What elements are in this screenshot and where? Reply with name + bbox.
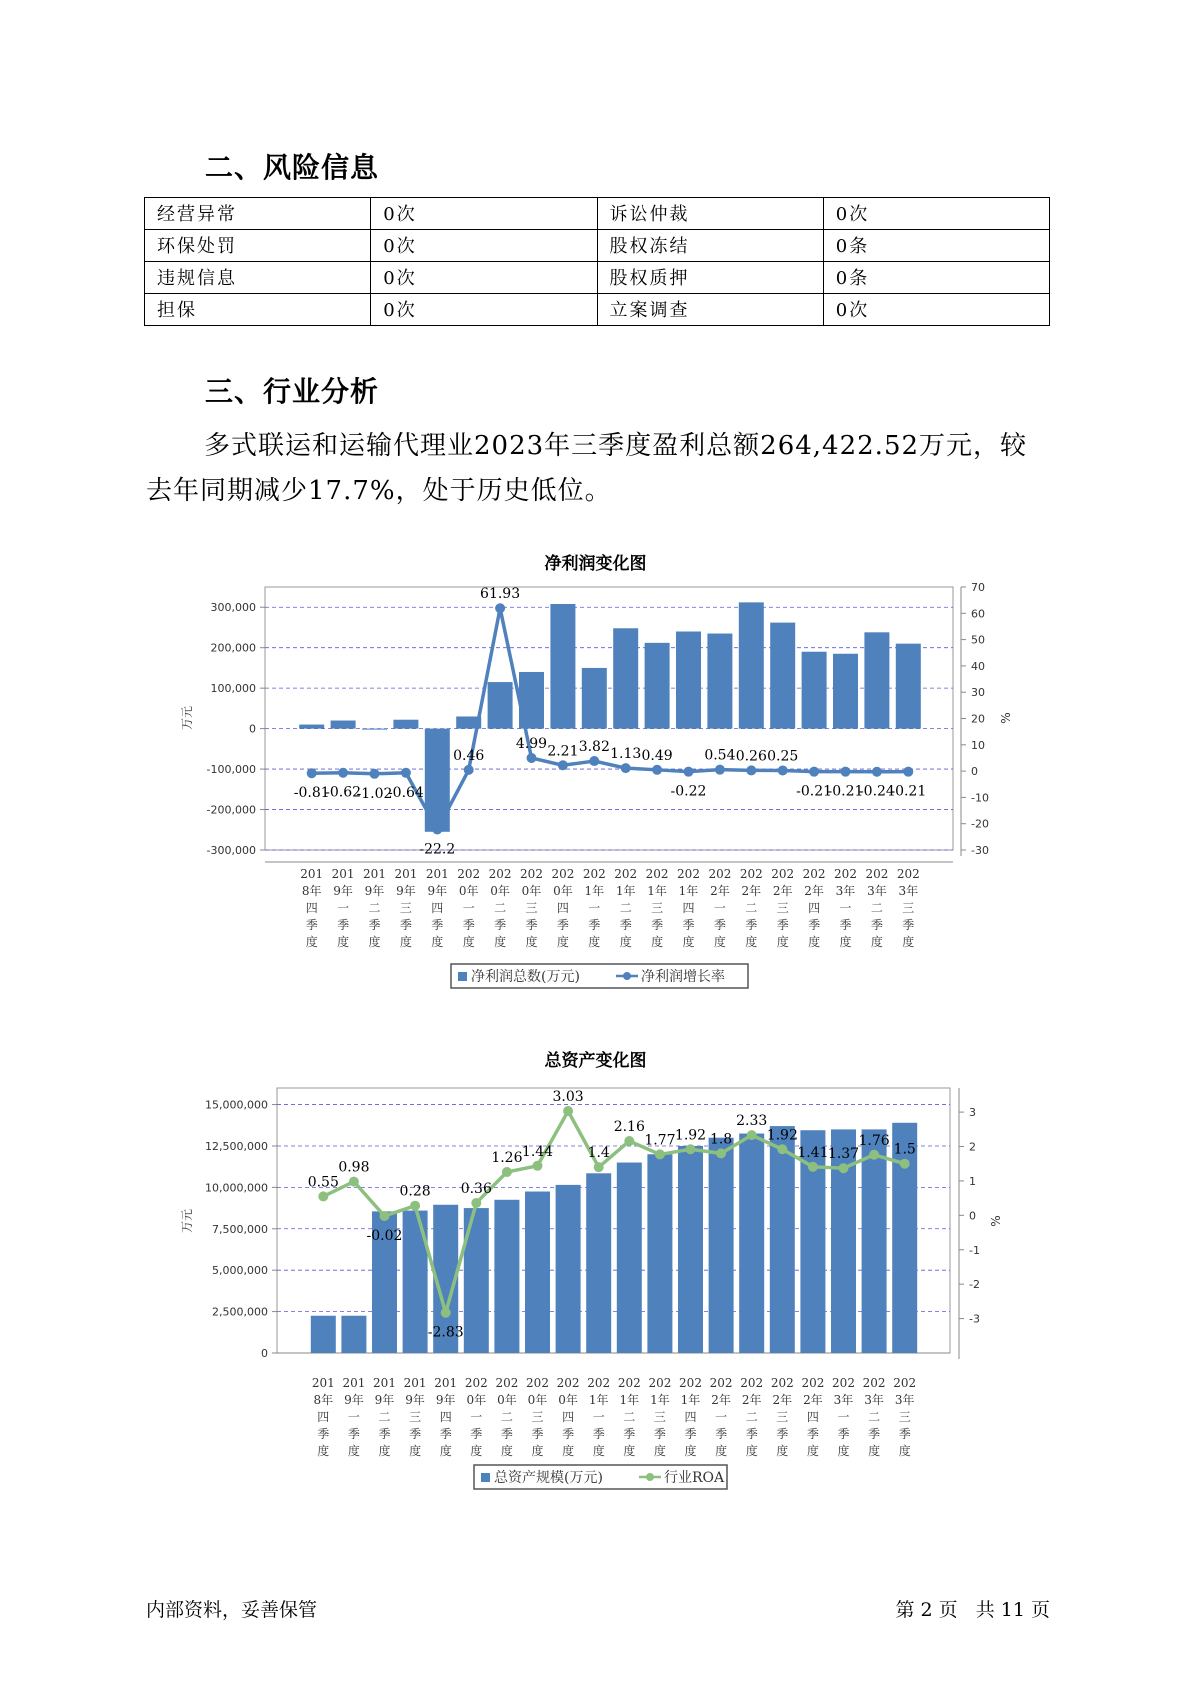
line-point (563, 1106, 573, 1116)
line-point (495, 603, 505, 613)
x-axis-tick-label: 202 1年一季度 (582, 867, 606, 949)
y2-axis-tick-label: -3 (969, 1312, 980, 1326)
x-axis-tick-label: 201 9年三季度 (394, 867, 418, 949)
y2-axis-tick-label: -30 (971, 844, 989, 857)
footer-page-number: 第 2 页 共 11 页 (895, 1599, 1050, 1621)
line-point (318, 1191, 328, 1201)
line-point (652, 765, 662, 775)
y2-axis-tick-label: 70 (971, 581, 985, 594)
y-axis-tick-label: 12,500,000 (205, 1139, 268, 1153)
y2-axis-tick-label: 50 (971, 633, 985, 647)
line-point (808, 1162, 818, 1172)
y2-axis-tick-label: 20 (971, 712, 985, 726)
bar (739, 1134, 764, 1353)
risk-item-label: 诉讼仲裁 (597, 198, 823, 230)
y-axis-title: 万元 (180, 1208, 194, 1234)
x-axis-tick-label: 201 8年四季度 (300, 867, 324, 949)
bar (525, 1192, 550, 1353)
x-axis-tick-label: 202 3年二季度 (862, 1376, 886, 1458)
legend-bar-swatch (458, 972, 467, 981)
line-point (594, 1162, 604, 1172)
legend-line-marker (646, 1473, 654, 1481)
data-label: -0.22 (670, 783, 707, 800)
y2-axis-tick-label: 10 (971, 738, 985, 752)
bar (586, 1173, 611, 1353)
data-label: 0.98 (338, 1159, 370, 1176)
data-label: -1.02 (356, 785, 393, 802)
data-label: -0.62 (325, 784, 362, 801)
y-axis-title: 万元 (180, 705, 194, 731)
line-point (410, 1201, 420, 1211)
risk-item-value: 0次 (371, 230, 597, 262)
bar (770, 623, 795, 729)
y2-axis-tick-label: 30 (971, 686, 985, 700)
y2-axis-tick-label: 60 (971, 607, 985, 621)
x-axis-tick-label: 202 1年一季度 (587, 1376, 611, 1458)
data-label: 0.54 (704, 747, 736, 764)
x-axis-tick-label: 201 9年四季度 (425, 867, 449, 949)
bar (739, 602, 764, 728)
data-label: 0.36 (460, 1180, 492, 1197)
bar (709, 1138, 734, 1353)
data-label: 61.93 (480, 586, 521, 603)
bar (311, 1316, 336, 1353)
bar (864, 632, 889, 728)
risk-table-row (145, 294, 1050, 326)
data-label: 2.16 (613, 1119, 645, 1135)
bar (362, 729, 387, 730)
risk-item-label: 担保 (145, 294, 371, 326)
bar (617, 1163, 642, 1353)
line-point (809, 767, 819, 777)
line-point (716, 1148, 726, 1158)
bar (613, 628, 638, 728)
y-axis-tick-label: 200,000 (210, 641, 256, 655)
x-axis-tick-label: 202 1年三季度 (648, 1376, 672, 1458)
data-label: 1.92 (674, 1127, 707, 1144)
line-point (527, 753, 537, 763)
bar (896, 644, 921, 729)
line-point (869, 1150, 879, 1160)
x-axis-tick-label: 202 2年二季度 (740, 1376, 764, 1458)
line-point (777, 1144, 787, 1154)
bar (802, 652, 827, 729)
data-label: 1.41 (797, 1144, 829, 1161)
x-axis-tick-label: 201 9年三季度 (403, 1376, 427, 1458)
line-point (464, 765, 474, 775)
y2-axis-tick-label: -1 (969, 1243, 980, 1257)
x-axis-tick-label: 201 8年四季度 (311, 1376, 335, 1458)
x-axis-tick-label: 202 0年二季度 (488, 867, 512, 949)
legend-label: 净利润总数(万元) (471, 969, 580, 985)
line-point (441, 1308, 451, 1318)
bar (647, 1154, 672, 1353)
data-label: 1.26 (491, 1149, 523, 1166)
line-point (471, 1198, 481, 1208)
y-axis-tick-label: 300,000 (210, 601, 256, 615)
x-axis-tick-label: 202 0年四季度 (556, 1376, 580, 1458)
line-point (900, 1159, 910, 1169)
y-axis-tick-label: 100,000 (210, 682, 256, 696)
data-label: 0.26 (735, 748, 767, 765)
risk-info-table (144, 197, 1050, 326)
data-label: 0.25 (767, 748, 799, 765)
legend-label: 行业ROA (664, 1470, 725, 1486)
x-axis-tick-label: 201 9年二季度 (373, 1376, 396, 1458)
data-label: 1.5 (893, 1141, 916, 1158)
data-label: -0.64 (387, 784, 424, 801)
risk-item-value: 0次 (823, 294, 1049, 326)
line-point (558, 760, 568, 770)
x-axis-tick-label: 202 2年三季度 (770, 1376, 794, 1458)
y-axis-tick-label: 2,500,000 (212, 1305, 268, 1319)
chart-title-net-profit: 净利润变化图 (544, 554, 647, 574)
risk-item-label: 股权冻结 (597, 230, 823, 262)
x-axis-tick-label: 201 9年二季度 (363, 867, 386, 949)
data-label: -0.02 (366, 1228, 403, 1245)
bar (550, 604, 575, 729)
net-profit-chart (0, 570, 1191, 990)
bar (676, 632, 701, 729)
y-axis-tick-label: 0 (249, 722, 256, 736)
data-label: -0.21 (890, 783, 927, 800)
line-point (715, 765, 725, 775)
data-label: 1.8 (709, 1131, 733, 1148)
y2-axis-tick-label: 1 (969, 1174, 976, 1188)
y-axis-tick-label: -100,000 (206, 763, 256, 777)
x-axis-tick-label: 202 1年二季度 (614, 867, 638, 949)
y-axis-tick-label: 5,000,000 (212, 1264, 268, 1278)
x-axis-tick-label: 202 3年三季度 (893, 1376, 917, 1458)
risk-table-row (145, 230, 1050, 262)
y2-axis-tick-label: 40 (971, 659, 985, 673)
bar (494, 1200, 519, 1353)
y2-axis-title: % (999, 712, 1013, 724)
x-axis-tick-label: 202 0年二季度 (495, 1376, 519, 1458)
y-axis-tick-label: 7,500,000 (212, 1222, 268, 1236)
line-point (684, 767, 694, 777)
risk-item-value: 0次 (823, 198, 1049, 230)
risk-item-value: 0条 (823, 230, 1049, 262)
y2-axis-tick-label: -2 (969, 1278, 980, 1292)
line-point (686, 1144, 696, 1154)
bar (488, 682, 513, 729)
line-point (589, 756, 599, 766)
section-title-risk: 二、风险信息 (205, 151, 380, 184)
line-point (655, 1149, 665, 1159)
x-axis-tick-label: 202 3年三季度 (896, 867, 920, 949)
line-point (841, 767, 851, 777)
x-axis-tick-label: 202 2年四季度 (802, 867, 826, 949)
y2-axis-tick-label: -20 (971, 817, 989, 831)
y-axis-tick-label: 0 (261, 1347, 268, 1360)
x-axis-tick-label: 202 0年一季度 (457, 867, 481, 949)
data-label: 0.28 (399, 1183, 431, 1200)
bar (582, 668, 607, 729)
line-point (307, 768, 317, 778)
section-title-industry: 三、行业分析 (205, 375, 380, 408)
data-label: -0.24 (858, 783, 895, 800)
line-point (380, 1211, 390, 1221)
total-assets-chart (0, 1068, 1191, 1488)
data-label: 2.33 (736, 1113, 768, 1130)
y2-axis-tick-label: 2 (969, 1140, 976, 1154)
x-axis-tick-label: 202 3年二季度 (865, 867, 889, 949)
x-axis-tick-label: 201 9年一季度 (342, 1376, 366, 1458)
bar (862, 1129, 887, 1353)
legend-bar-swatch (481, 1473, 490, 1482)
line-point (778, 765, 788, 775)
data-label: -0.21 (796, 783, 833, 800)
y2-axis-tick-label: 0 (969, 1209, 976, 1223)
data-label: 4.99 (515, 735, 548, 752)
y-axis-tick-label: 10,000,000 (205, 1181, 268, 1195)
y2-axis-title: % (989, 1215, 1003, 1227)
risk-table-row (145, 198, 1050, 230)
x-axis-tick-label: 202 0年三季度 (526, 1376, 549, 1458)
x-axis-tick-label: 202 1年二季度 (617, 1376, 641, 1458)
data-label: 3.03 (552, 1089, 584, 1106)
data-label: 0.49 (641, 747, 673, 764)
risk-item-value: 0条 (823, 262, 1049, 294)
risk-item-label: 违规信息 (145, 262, 371, 294)
line-point (349, 1177, 359, 1187)
data-label: -0.81 (293, 785, 330, 802)
risk-item-label: 环保处罚 (145, 230, 371, 262)
y-axis-tick-label: 15,000,000 (205, 1098, 268, 1112)
line-point (502, 1167, 512, 1177)
risk-table-row (145, 262, 1050, 294)
x-axis-tick-label: 202 2年三季度 (771, 867, 795, 949)
industry-analysis-paragraph: 多式联运和运输代理业2023年三季度盈利总额264,422.52万元，较去年同期减少17.7%，处于历史低位。 (146, 431, 1028, 506)
x-axis-tick-label: 202 2年四季度 (801, 1376, 825, 1458)
line-point (624, 1136, 634, 1146)
x-axis-tick-label: 202 1年四季度 (677, 867, 700, 949)
data-label: 1.37 (827, 1146, 860, 1163)
bar (393, 720, 418, 729)
x-axis-tick-label: 202 1年四季度 (679, 1376, 702, 1458)
data-label: 1.92 (766, 1127, 798, 1144)
line-point (338, 768, 348, 778)
y-axis-tick-label: -200,000 (206, 803, 256, 817)
x-axis-tick-label: 202 2年一季度 (708, 867, 732, 949)
x-axis-tick-label: 202 3年一季度 (834, 867, 857, 949)
x-axis-tick-label: 202 0年四季度 (551, 867, 575, 949)
x-axis-tick-label: 202 2年二季度 (739, 867, 763, 949)
bar (331, 721, 356, 729)
x-axis-tick-label: 202 1年三季度 (645, 867, 669, 949)
risk-item-value: 0次 (371, 262, 597, 294)
legend-label: 净利润增长率 (641, 969, 725, 985)
data-label: 0.55 (307, 1174, 339, 1191)
data-label: -0.21 (827, 783, 864, 800)
line-point (621, 763, 631, 773)
data-label: 0.46 (453, 747, 485, 764)
line-point (872, 767, 882, 777)
bar (707, 634, 732, 729)
risk-item-label: 股权质押 (597, 262, 823, 294)
bar (556, 1185, 581, 1353)
risk-item-label: 经营异常 (145, 198, 371, 230)
bar (341, 1316, 366, 1353)
data-label: -2.83 (427, 1324, 464, 1341)
bar (678, 1146, 703, 1353)
y2-axis-tick-label: -10 (971, 791, 989, 805)
x-axis-tick-label: 201 9年四季度 (434, 1376, 458, 1458)
line-point (746, 765, 756, 775)
bar (645, 643, 670, 729)
line-point (747, 1130, 757, 1140)
footer-confidential: 内部资料，妥善保管 (146, 1599, 318, 1621)
x-axis-tick-label: 201 9年一季度 (331, 867, 355, 949)
data-label: 1.76 (858, 1132, 890, 1149)
legend-line-marker (623, 972, 631, 980)
y2-axis-tick-label: 3 (969, 1106, 976, 1120)
data-label: 2.21 (547, 743, 579, 760)
x-axis-tick-label: 202 2年一季度 (709, 1376, 733, 1458)
chart-title-total-assets: 总资产变化图 (544, 1051, 647, 1071)
data-label: 1.13 (610, 746, 642, 763)
risk-item-label: 立案调查 (597, 294, 823, 326)
data-label: 1.77 (644, 1132, 676, 1149)
bar (770, 1126, 795, 1353)
data-label: 3.82 (578, 739, 610, 756)
y-axis-tick-label: -300,000 (206, 844, 256, 857)
line-point (839, 1163, 849, 1173)
data-label: 1.44 (521, 1143, 554, 1160)
y2-axis-tick-label: 0 (971, 765, 978, 779)
line-point (432, 824, 442, 834)
line-point (903, 767, 913, 777)
line-point (533, 1161, 543, 1171)
x-axis-tick-label: 202 3年一季度 (832, 1376, 855, 1458)
line-point (401, 768, 411, 778)
data-label: -22.2 (419, 841, 456, 858)
x-axis-tick-label: 202 0年一季度 (464, 1376, 488, 1458)
legend-label: 总资产规模(万元) (494, 1470, 603, 1486)
x-axis-tick-label: 202 0年三季度 (520, 867, 543, 949)
bar (299, 725, 324, 729)
risk-item-value: 0次 (371, 198, 597, 230)
bar (833, 654, 858, 729)
line-point (370, 769, 380, 779)
data-label: 1.4 (587, 1145, 610, 1162)
risk-item-value: 0次 (371, 294, 597, 326)
